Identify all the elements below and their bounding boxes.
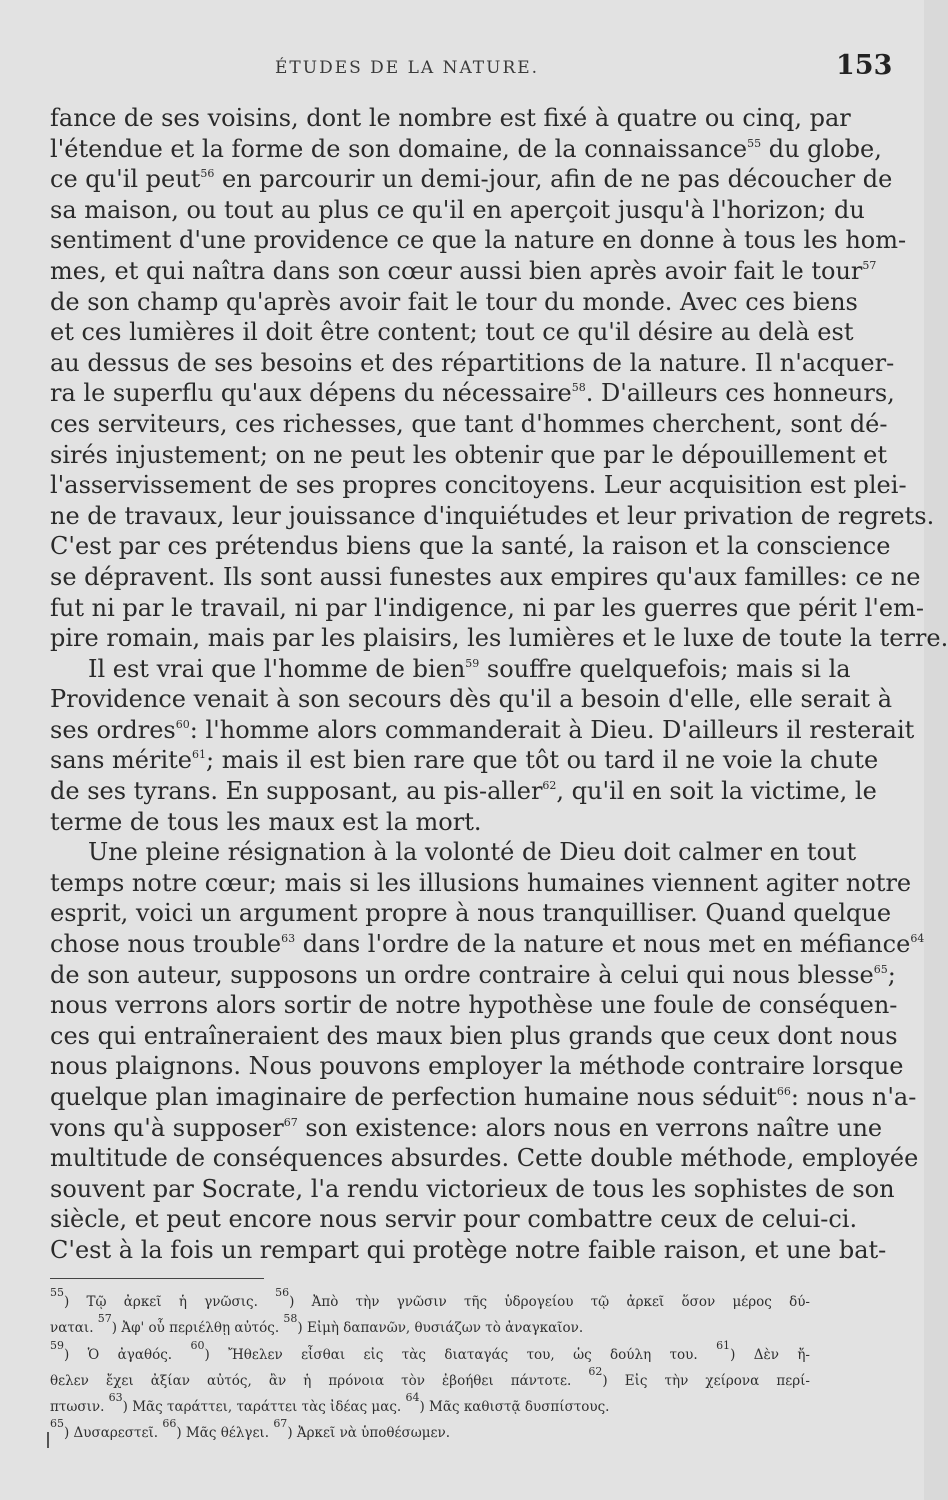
footnote-number: 56 xyxy=(275,1286,290,1299)
footnote-number: 66 xyxy=(162,1417,177,1431)
body-line xyxy=(50,990,898,1021)
footnote-number: 64 xyxy=(405,1391,420,1405)
footnote-number: 59 xyxy=(50,1338,64,1352)
footnote-text: ) Εἰς τὴν χείρονα περί- xyxy=(602,1372,810,1389)
body-line xyxy=(50,745,879,776)
body-line xyxy=(50,684,893,715)
footnote-number: 58 xyxy=(283,1312,298,1326)
text-run: temps notre cœur; mais si les illusions humaines viennent agiter notre xyxy=(50,868,912,897)
body-line xyxy=(50,225,907,256)
footnote-line xyxy=(50,1338,810,1368)
text-run: ces serviteurs, ces richesses, que tant d'hommes cherchent, sont dé- xyxy=(50,409,888,438)
body-line xyxy=(50,409,888,440)
text-run: sa maison, ou tout au plus ce qu'il en aperçoit jusqu'à l'horizon; du xyxy=(50,195,865,224)
body-line xyxy=(50,654,851,685)
note-marker: 61 xyxy=(191,748,206,762)
note-marker: 60 xyxy=(175,717,190,731)
text-run: ra le superflu qu'aux dépens du nécessaire xyxy=(50,379,572,408)
body-line xyxy=(50,317,854,348)
footnote-text: θελεν ἔχει ἀξίαν αὐτός, ἂν ἡ πρόνοια τὸν ἐβοήθει πάντοτε. xyxy=(50,1372,589,1389)
text-run: vons qu'à supposer xyxy=(50,1113,284,1142)
note-marker: 59 xyxy=(465,656,480,670)
text-run: en parcourir un demi-jour, afin de ne pas découcher de xyxy=(214,165,893,194)
body-line xyxy=(50,593,924,624)
body-line xyxy=(50,715,915,746)
footnote-text: ) Ἀπὸ τὴν γνῶσιν τῆς ὑδρογείου τῷ ἀρκεῖ ὅσον μέρος δύ- xyxy=(289,1294,810,1310)
footnote-text: πτωσιν. xyxy=(50,1399,109,1416)
footnote-rule xyxy=(50,1278,264,1279)
text-run: sirés injustement; on ne peut les obtenir que par le dépouillement et xyxy=(50,440,887,469)
body-line xyxy=(50,378,895,409)
text-run: sans mérite xyxy=(50,746,192,775)
running-head xyxy=(0,50,924,90)
text-run: de son auteur, supposons un ordre contraire à celui qui nous blesse xyxy=(50,960,874,989)
body-line xyxy=(50,1204,858,1235)
text-run: Providence venait à son secours dès qu'il a besoin d'elle, elle serait à xyxy=(50,685,893,714)
text-run: : l'homme alors commanderait à Dieu. D'ailleurs il resterait xyxy=(189,715,915,744)
text-run: terme de tous les maux est la mort. xyxy=(50,807,482,836)
footnote-line xyxy=(50,1364,810,1394)
body-line xyxy=(50,164,893,195)
note-marker: 65 xyxy=(873,962,888,976)
footnote-text: ) Ἀρκεῖ νὰ ὑποθέσωμεν. xyxy=(287,1425,451,1442)
body-line xyxy=(50,287,858,318)
body-line xyxy=(50,1235,887,1266)
text-run: : nous n'a- xyxy=(790,1083,917,1111)
note-marker: 64 xyxy=(910,932,925,946)
body-line xyxy=(50,562,921,593)
footnote-text: ) Δυσαρεστεῖ. xyxy=(64,1425,163,1442)
body-line xyxy=(50,348,895,379)
text-run: ce qu'il peut xyxy=(50,165,201,194)
note-marker: 55 xyxy=(747,136,762,150)
body-line xyxy=(50,837,857,868)
body-line xyxy=(50,898,892,929)
page-number: 153 xyxy=(836,50,893,81)
text-run: son existence: alors nous en verrons naître une xyxy=(297,1113,883,1142)
footnote-number: 57 xyxy=(97,1312,112,1326)
footnote-line xyxy=(50,1417,810,1446)
footnote-text: ) Ἀφ' οὗ περιέλθῃ αὐτός. xyxy=(111,1320,284,1337)
footnote-text: ) Δὲν ἤ- xyxy=(730,1346,810,1363)
body-line xyxy=(50,1143,919,1174)
body-line xyxy=(50,134,882,165)
note-marker: 63 xyxy=(281,932,296,946)
footnote-number: 61 xyxy=(716,1338,731,1352)
body-line xyxy=(50,1113,883,1144)
note-marker: 56 xyxy=(200,167,215,181)
text-run: fance de ses voisins, dont le nombre est fixé à quatre ou cinq, par xyxy=(50,104,851,132)
text-run: se dépravent. Ils sont aussi funestes aux empires qu'aux familles: ce ne xyxy=(50,562,921,591)
text-run: . D'ailleurs ces honneurs, xyxy=(585,379,895,408)
running-title: ÉTUDES DE LA NATURE. xyxy=(275,58,540,78)
footnote-text: ) Μᾶς θέλγει. xyxy=(176,1425,274,1442)
text-run: siècle, et peut encore nous servir pour combattre ceux de celui-ci. xyxy=(50,1205,858,1234)
body-line xyxy=(50,531,891,562)
body-line xyxy=(50,1051,904,1082)
body-line xyxy=(50,929,925,960)
text-run: Une pleine résignation à la volonté de Dieu doit calmer en tout xyxy=(88,838,857,867)
footnote-text: ) Μᾶς καθιστᾷ δυσπίστους. xyxy=(419,1399,610,1416)
main-text xyxy=(50,103,948,1266)
text-run: dans l'ordre de la nature et nous met en méfiance xyxy=(295,930,911,959)
body-line xyxy=(50,470,907,501)
footnote-line xyxy=(50,1312,810,1341)
text-run: C'est à la fois un rempart qui protège notre faible raison, et une bat- xyxy=(50,1235,887,1264)
footnote-text: ) Ὁ ἀγαθός. xyxy=(64,1346,191,1363)
text-run: chose nous trouble xyxy=(50,930,282,959)
footnote-line xyxy=(50,1286,810,1315)
footnote-text: ) Μᾶς ταράττει, ταράττει τὰς ἰδέας μας. xyxy=(122,1399,406,1416)
text-run: de ses tyrans. En supposant, au pis-aller xyxy=(50,777,543,806)
text-run: quelque plan imaginaire de perfection humaine nous séduit xyxy=(50,1083,777,1111)
text-run: nous plaignons. Nous pouvons employer la méthode contraire lorsque xyxy=(50,1052,904,1081)
note-marker: 67 xyxy=(283,1115,298,1129)
footnote-number: 62 xyxy=(588,1364,603,1378)
text-run: et ces lumières il doit être content; tout ce qu'il désire au delà est xyxy=(50,318,854,347)
body-line xyxy=(50,776,877,807)
footnote-number: 60 xyxy=(190,1338,205,1352)
text-run: l'étendue et la forme de son domaine, de la connaissance xyxy=(50,134,748,163)
text-run: souvent par Socrate, l'a rendu victorieux de tous les sophistes de son xyxy=(50,1174,895,1203)
text-run: C'est par ces prétendus biens que la santé, la raison et la conscience xyxy=(50,532,891,561)
text-run: au dessus de ses besoins et des répartitions de la nature. Il n'acquer- xyxy=(50,348,895,377)
text-run: pire romain, mais par les plaisirs, les lumières et le luxe de toute la terre. xyxy=(50,624,948,653)
body-line xyxy=(50,1174,895,1205)
text-run: ; xyxy=(887,960,896,989)
body-line xyxy=(50,868,912,899)
body-line xyxy=(50,623,948,654)
text-run: esprit, voici un argument propre à nous tranquilliser. Quand quelque xyxy=(50,899,892,928)
text-run: ces qui entraîneraient des maux bien plus grands que ceux dont nous xyxy=(50,1021,898,1050)
footnote-number: 65 xyxy=(50,1417,64,1431)
body-line xyxy=(50,195,865,226)
footnote-text: ) Τῷ ἀρκεῖ ἡ γνῶσις. xyxy=(64,1294,276,1310)
footnote-number: 55 xyxy=(50,1286,64,1299)
text-run: Il est vrai que l'homme de bien xyxy=(88,654,466,683)
text-run: du globe, xyxy=(761,134,882,163)
note-marker: 62 xyxy=(542,779,557,793)
text-run: ; mais il est bien rare que tôt ou tard il ne voie la chute xyxy=(205,746,879,775)
footnote-text: ) Εἰμὴ δαπανῶν, θυσιάζων τὸ ἀναγκαῖον. xyxy=(297,1320,584,1337)
note-marker: 57 xyxy=(862,258,877,272)
body-line xyxy=(50,440,887,471)
text-run: ses ordres xyxy=(50,715,176,744)
body-line xyxy=(50,501,935,532)
text-run: souffre quelquefois; mais si la xyxy=(479,654,851,683)
text-run: mes, et qui naîtra dans son cœur aussi bien après avoir fait le tour xyxy=(50,256,863,285)
footnote-number: 63 xyxy=(108,1391,123,1405)
text-run: nous verrons alors sortir de notre hypothèse une foule de conséquen- xyxy=(50,991,898,1020)
footnote-text: ναται. xyxy=(50,1320,98,1337)
body-line xyxy=(50,807,810,838)
body-line xyxy=(50,960,896,991)
footnotes xyxy=(50,1286,810,1447)
note-marker: 58 xyxy=(571,381,586,395)
text-run: l'asservissement de ses propres concitoyens. Leur acquisition est plei- xyxy=(50,471,907,500)
body-line xyxy=(50,256,877,287)
text-run: sentiment d'une providence ce que la nature en donne à tous les hom- xyxy=(50,226,907,255)
text-run: ne de travaux, leur jouissance d'inquiétudes et leur privation de regrets. xyxy=(50,501,935,530)
body-line xyxy=(50,1082,917,1113)
footnote-text: ) Ἤθελεν εἶσθαι εἰς τὰς διαταγάς του, ὡς δούλη του. xyxy=(204,1346,717,1363)
body-line xyxy=(50,1021,898,1052)
text-run: , qu'il en soit la victime, le xyxy=(556,777,877,806)
margin-mark xyxy=(47,1432,49,1448)
text-run: fut ni par le travail, ni par l'indigence, ni par les guerres que périt l'em- xyxy=(50,593,924,622)
text-run: de son champ qu'après avoir fait le tour du monde. Avec ces biens xyxy=(50,287,858,316)
text-run: multitude de conséquences absurdes. Cette double méthode, employée xyxy=(50,1144,919,1173)
body-line xyxy=(50,103,851,134)
note-marker: 66 xyxy=(776,1085,791,1098)
footnote-number: 67 xyxy=(273,1417,288,1431)
